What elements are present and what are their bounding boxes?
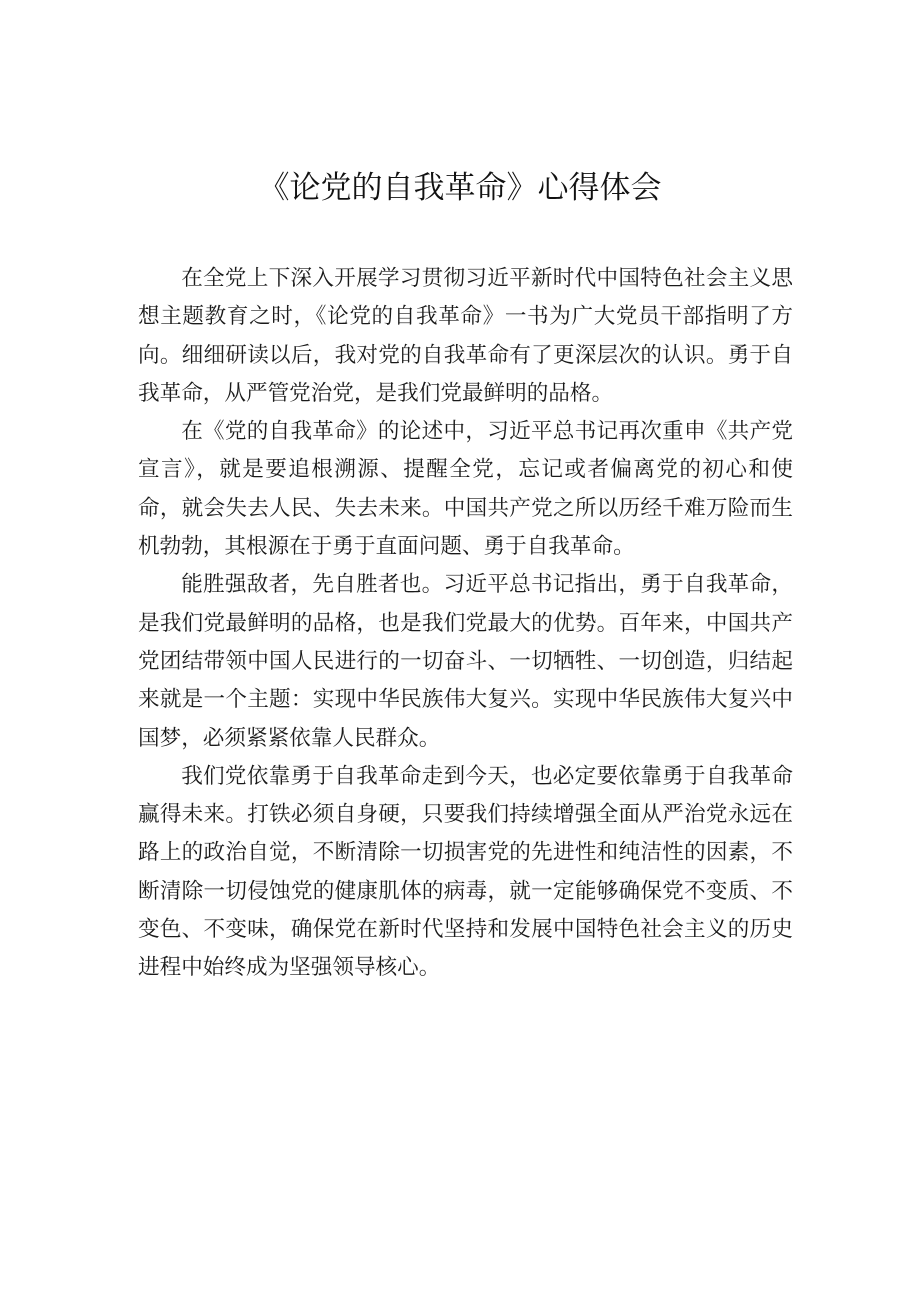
paragraph-3: 能胜强敌者，先自胜者也。习近平总书记指出，勇于自我革命，是我们党最鲜明的品格，也是我们党最大的优势。百年来，中国共产党团结带领中国人民进行的一切奋斗、一切牺牲、一切创造，归结起来就是一个主题：实现中华民族伟大复兴。实现中华民族伟大复兴中国梦，必须紧紧依靠人民群众。 bbox=[138, 572, 793, 751]
paragraph-4: 我们党依靠勇于自我革命走到今天，也必定要依靠勇于自我革命赢得未来。打铁必须自身硬，只要我们持续增强全面从严治党永远在路上的政治自觉，不断清除一切损害党的先进性和纯洁性的因素，不断清除一切侵蚀党的健康肌体的病毒，就一定能够确保党不变质、不变色、不变味，确保党在新时代坚持和发展中国特色社会主义的历史进程中始终成为坚强领导核心。 bbox=[138, 763, 793, 981]
paragraph-1: 在全党上下深入开展学习贯彻习近平新时代中国特色社会主义思想主题教育之时，《论党的自我革命》一书为广大党员干部指明了方向。细细研读以后，我对党的自我革命有了更深层次的认识。勇于自我革命，从严管党治党，是我们党最鲜明的品格。 bbox=[138, 266, 793, 406]
document-body bbox=[138, 260, 793, 988]
paragraph-2: 在《党的自我革命》的论述中，习近平总书记再次重申《共产党宣言》，就是要追根溯源、提醒全党，忘记或者偏离党的初心和使命，就会失去人民、失去未来。中国共产党之所以历经千难万险而生机勃勃，其根源在于勇于直面问题、勇于自我革命。 bbox=[138, 419, 793, 560]
document-title: 《论党的自我革命》心得体会 bbox=[258, 170, 662, 206]
